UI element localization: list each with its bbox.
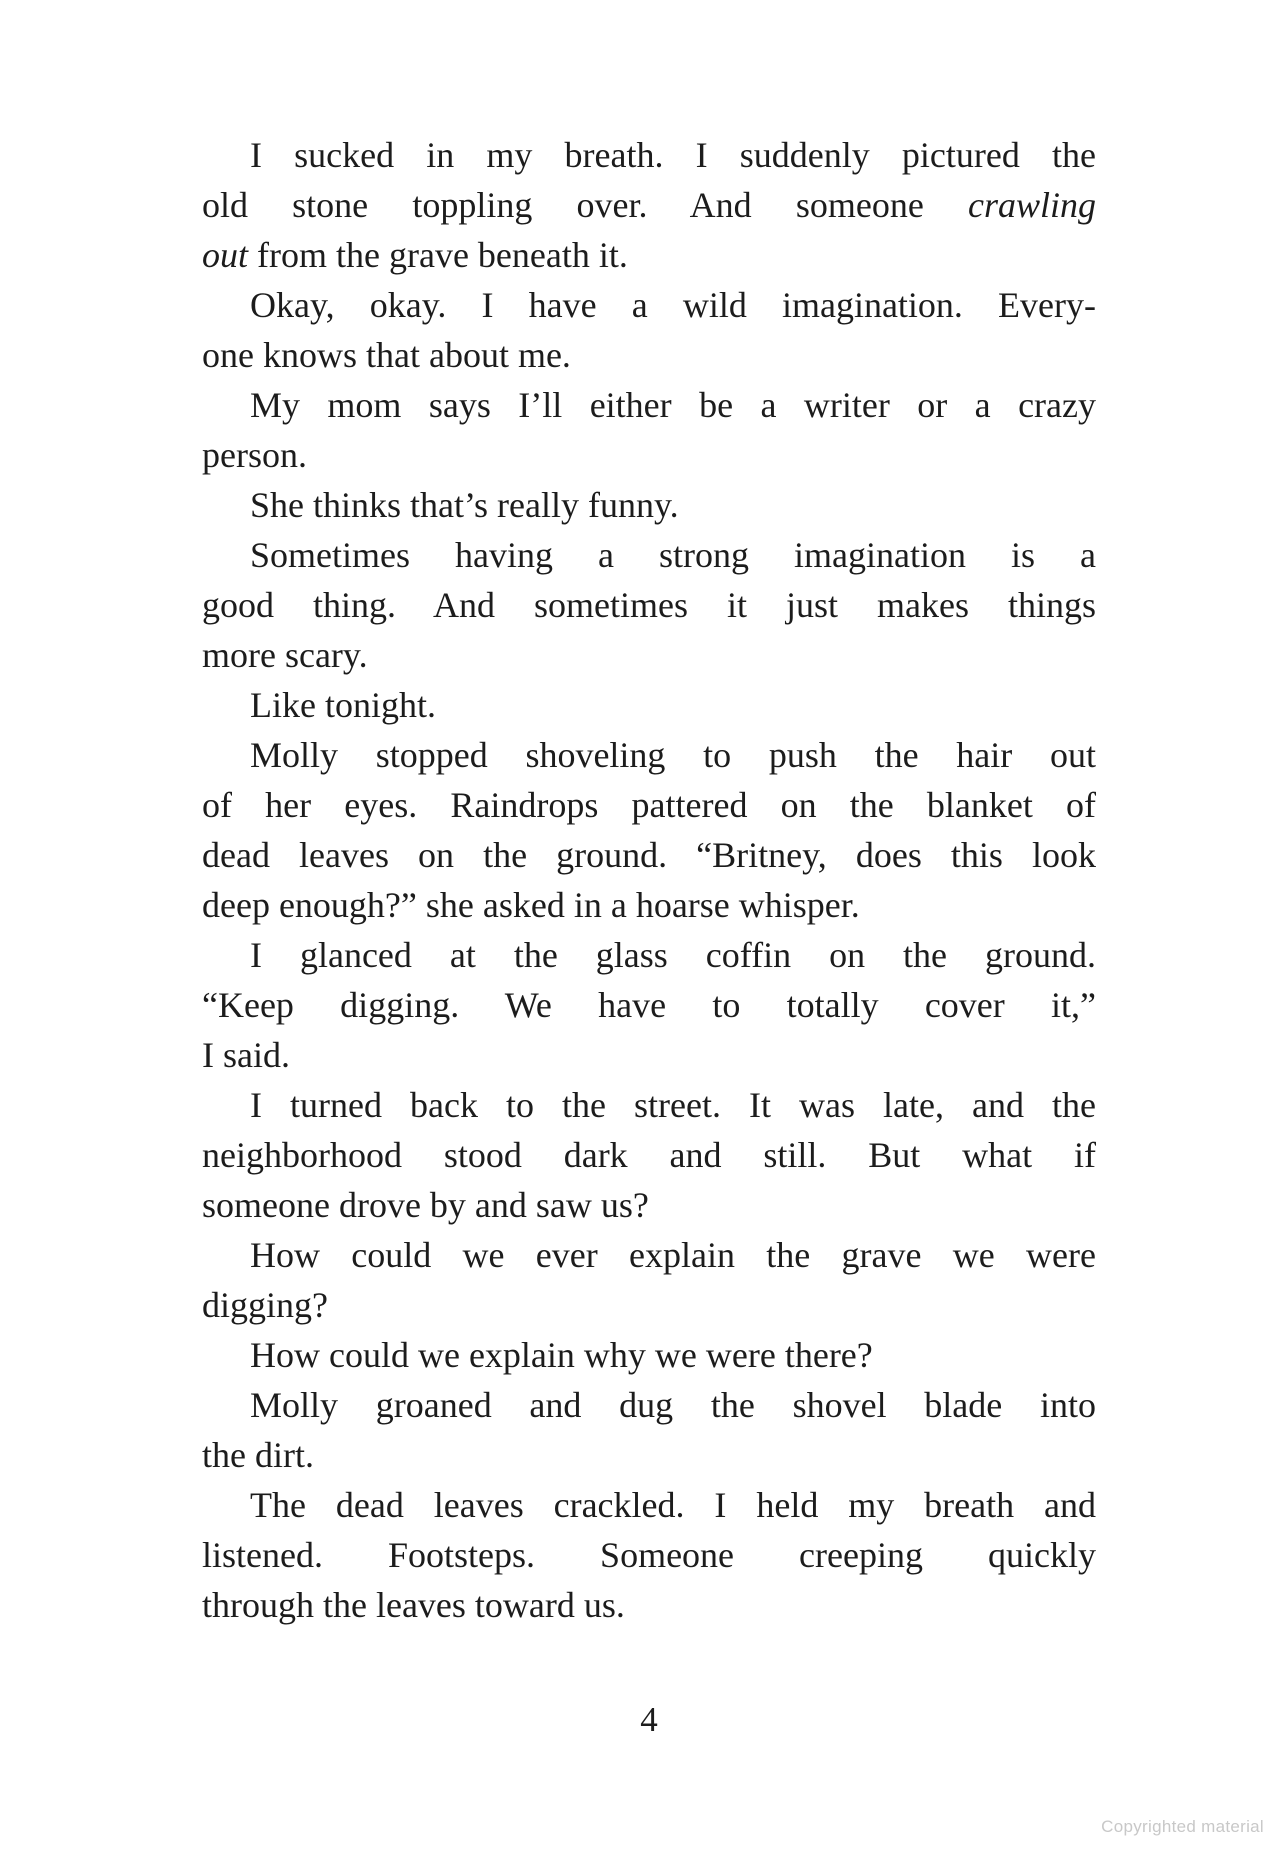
text-line <box>202 480 1096 530</box>
text-segment: I glanced at the glass coffin on the ground. <box>250 935 1096 975</box>
italic-text-segment: crawling <box>967 185 1096 225</box>
page-number: 4 <box>640 1700 658 1739</box>
text-line <box>202 1280 1096 1330</box>
text-segment: My mom says I’ll either be a writer or a crazy <box>250 385 1096 425</box>
text-segment: Okay, okay. I have a wild imagination. Every- <box>250 285 1096 325</box>
text-line <box>202 1180 1096 1230</box>
text-segment: old stone toppling over. And someone <box>202 185 968 225</box>
text-segment: How could we ever explain the grave we were <box>250 1235 1096 1275</box>
text-segment: one knows that about me. <box>202 335 571 375</box>
text-segment: neighborhood stood dark and still. But what if <box>202 1135 1096 1175</box>
text-line <box>202 1030 1096 1080</box>
text-line <box>202 930 1096 980</box>
text-line <box>202 530 1096 580</box>
page-text <box>202 130 1096 1630</box>
text-line <box>202 680 1096 730</box>
text-segment: I said. <box>202 1035 290 1075</box>
text-segment: the dirt. <box>202 1435 314 1475</box>
text-segment: good thing. And sometimes it just makes things <box>202 585 1096 625</box>
text-line <box>202 130 1096 180</box>
text-line <box>202 1330 1096 1380</box>
text-segment: I turned back to the street. It was late, and the <box>250 1085 1096 1125</box>
text-segment: How could we explain why we were there? <box>250 1335 873 1375</box>
text-line <box>202 880 1096 930</box>
text-segment: person. <box>202 435 307 475</box>
text-segment: I sucked in my breath. I suddenly pictured the <box>250 135 1096 175</box>
text-line <box>202 980 1096 1030</box>
text-line <box>202 430 1096 480</box>
text-line <box>202 630 1096 680</box>
text-line <box>202 1130 1096 1180</box>
text-segment: dead leaves on the ground. “Britney, does this look <box>202 835 1096 875</box>
text-segment: through the leaves toward us. <box>202 1585 625 1625</box>
text-segment: digging? <box>202 1285 328 1325</box>
text-line <box>202 730 1096 780</box>
text-segment: Molly groaned and dug the shovel blade into <box>250 1385 1096 1425</box>
text-line <box>202 1480 1096 1530</box>
text-line <box>202 1380 1096 1430</box>
text-segment: Like tonight. <box>250 685 436 725</box>
text-segment: someone drove by and saw us? <box>202 1185 649 1225</box>
text-line <box>202 830 1096 880</box>
text-line <box>202 780 1096 830</box>
text-segment: more scary. <box>202 635 368 675</box>
text-segment: deep enough?” she asked in a hoarse whisper. <box>202 885 860 925</box>
text-line <box>202 330 1096 380</box>
text-segment: Sometimes having a strong imagination is a <box>250 535 1096 575</box>
text-line <box>202 180 1096 230</box>
copyright-watermark: Copyrighted material <box>1101 1817 1264 1836</box>
text-line <box>202 380 1096 430</box>
text-segment: “Keep digging. We have to totally cover it,” <box>202 985 1096 1025</box>
text-line <box>202 1530 1096 1580</box>
text-segment: Molly stopped shoveling to push the hair out <box>250 735 1096 775</box>
text-line <box>202 1430 1096 1480</box>
text-segment: of her eyes. Raindrops pattered on the blanket of <box>202 785 1096 825</box>
text-segment: She thinks that’s really funny. <box>250 485 679 525</box>
text-line <box>202 1080 1096 1130</box>
text-segment: The dead leaves crackled. I held my breath and <box>250 1485 1096 1525</box>
text-line <box>202 1230 1096 1280</box>
text-segment: listened. Footsteps. Someone creeping quickly <box>202 1535 1096 1575</box>
text-line <box>202 280 1096 330</box>
text-segment: from the grave beneath it. <box>248 235 628 275</box>
text-line <box>202 580 1096 630</box>
italic-text-segment: out <box>202 235 249 275</box>
text-line <box>202 230 1096 280</box>
text-line <box>202 1580 1096 1630</box>
